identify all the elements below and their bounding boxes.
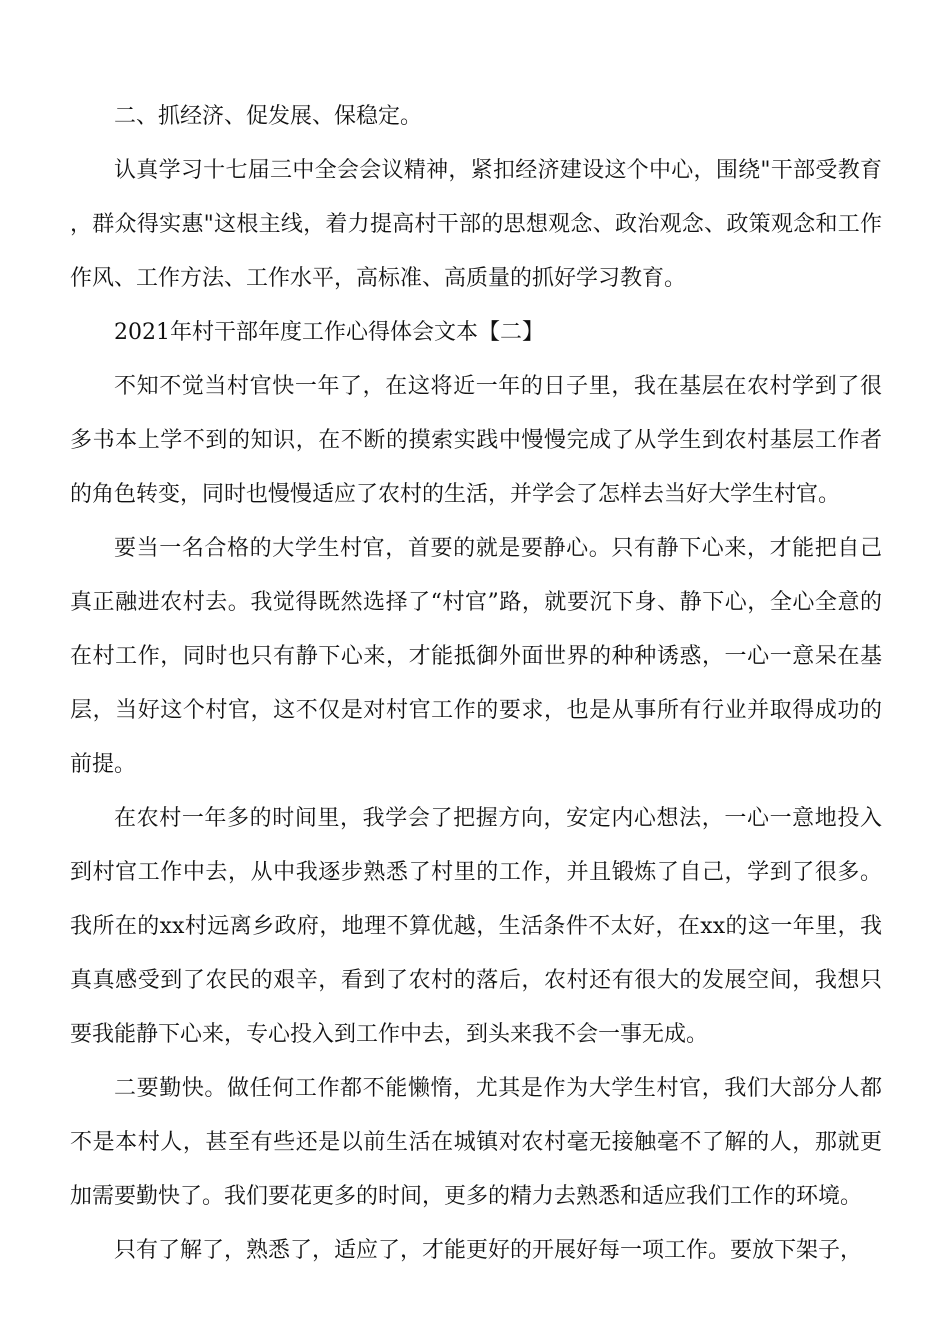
article-title: 2021年村干部年度工作心得体会文本【二】 [114,320,544,345]
document-body [70,90,882,1278]
paragraph: 二要勤快。做任何工作都不能懒惰，尤其是作为大学生村官，我们大部分人都不是本村人，甚至有些还是以前生活在城镇对农村毫无接触毫不了解的人，那就更加需要勤快了。我们要花更多的时间，更多的精力去熟悉和适应我们工作的环境。 [70,1076,882,1209]
section-heading: 二、抓经济、促发展、保稳定。 [114,104,423,129]
paragraph: 只有了解了，熟悉了，适应了，才能更好的开展好每一项工作。要放下架子， [114,1238,863,1263]
paragraph: 在农村一年多的时间里，我学会了把握方向，安定内心想法，一心一意地投入到村官工作中去，从中我逐步熟悉了村里的工作，并且锻炼了自己，学到了很多。我所在的xx村远离乡政府，地理不算优越，生活条件不太好，在xx的这一年里，我真真感受到了农民的艰辛，看到了农村的落后，农村还有很大的发展空间，我想只要我能静下心来，专心投入到工作中去，到头来我不会一事无成。 [70,806,882,1047]
paragraph: 要当一名合格的大学生村官，首要的就是要静心。只有静下心来，才能把自己真正融进农村去。我觉得既然选择了“村官”路，就要沉下身、静下心，全心全意的在村工作，同时也只有静下心来，才能抵御外面世界的种种诱惑，一心一意呆在基层，当好这个村官，这不仅是对村官工作的要求，也是从事所有行业并取得成功的前提。 [70,536,882,777]
paragraph: 不知不觉当村官快一年了，在这将近一年的日子里，我在基层在农村学到了很多书本上学不到的知识，在不断的摸索实践中慢慢完成了从学生到农村基层工作者的角色转变，同时也慢慢适应了农村的生活，并学会了怎样去当好大学生村官。 [70,374,882,507]
paragraph: 认真学习十七届三中全会会议精神，紧扣经济建设这个中心，围绕"干部受教育，群众得实惠"这根主线，着力提高村干部的思想观念、政治观念、政策观念和工作作风、工作方法、工作水平，高标准、高质量的抓好学习教育。 [70,158,882,291]
